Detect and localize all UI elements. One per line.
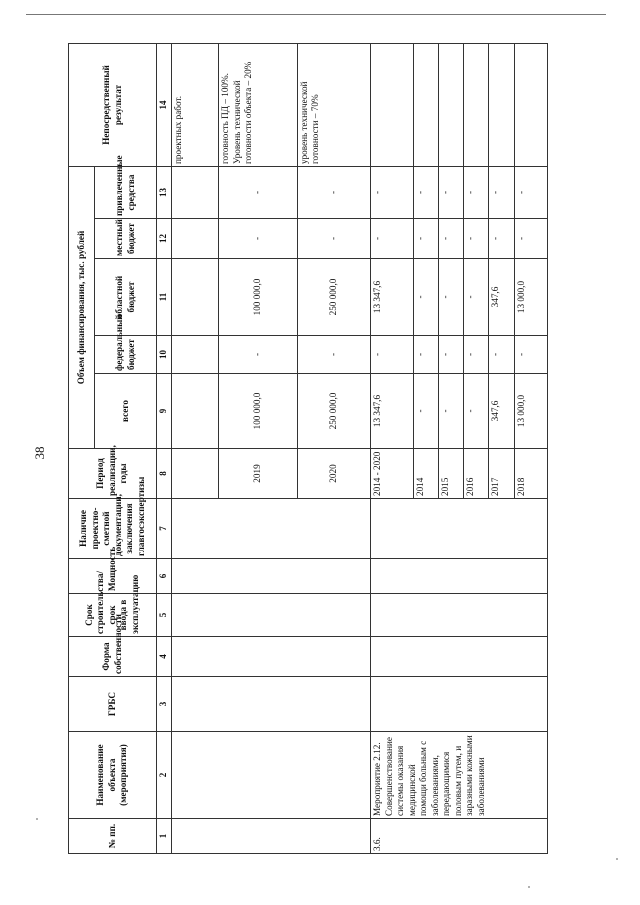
cell-result bbox=[488, 44, 514, 167]
top-rule bbox=[26, 14, 606, 15]
header-num: № пп. bbox=[69, 819, 157, 854]
cell-federal: - bbox=[438, 336, 463, 374]
rotated-table-container bbox=[68, 44, 548, 854]
cell-total: 13 000,0 bbox=[514, 374, 547, 449]
col-number: 3 bbox=[157, 677, 172, 732]
cell-total: 347,6 bbox=[488, 374, 514, 449]
header-result: Непосредственный результат bbox=[69, 44, 157, 167]
scan-speck bbox=[528, 886, 530, 888]
header-federal: федеральный бюджет bbox=[95, 336, 157, 374]
cell-regional: - bbox=[413, 259, 438, 336]
cell-result: уровень технической готовности – 70% bbox=[297, 44, 371, 167]
cell-docs bbox=[172, 499, 371, 559]
header-funding: Объем финансирования, тыс. рублей bbox=[69, 167, 95, 449]
col-number: 8 bbox=[157, 449, 172, 499]
cell-result: проектных работ. bbox=[172, 44, 219, 167]
cell-total: 13 347,6 bbox=[371, 374, 414, 449]
cell-period bbox=[172, 449, 219, 499]
cell-regional bbox=[172, 259, 219, 336]
cell-local: - bbox=[488, 219, 514, 259]
col-number: 1 bbox=[157, 819, 172, 854]
cell-term bbox=[172, 594, 371, 637]
header-docs: Наличие проектно-сметной документации, заключения главгосэкспертизы bbox=[69, 499, 157, 559]
cell-period: 2018 bbox=[514, 449, 547, 499]
cell-local: - bbox=[438, 219, 463, 259]
cell-federal: - bbox=[297, 336, 371, 374]
cell-local bbox=[172, 219, 219, 259]
cell-regional: 347,6 bbox=[488, 259, 514, 336]
cell-total: 250 000,0 bbox=[297, 374, 371, 449]
cell-federal: - bbox=[413, 336, 438, 374]
cell-period: 2015 bbox=[438, 449, 463, 499]
cell-local: - bbox=[514, 219, 547, 259]
cell-local: - bbox=[413, 219, 438, 259]
header-name: Наименование объекта (мероприятия) bbox=[69, 732, 157, 819]
col-number: 14 bbox=[157, 44, 172, 167]
cell-grbs bbox=[371, 677, 548, 732]
cell-federal: - bbox=[219, 336, 297, 374]
cell-federal: - bbox=[371, 336, 414, 374]
header-total: всего bbox=[95, 374, 157, 449]
page-number: 38 bbox=[32, 446, 47, 460]
cell-local: - bbox=[219, 219, 297, 259]
cell-result bbox=[371, 44, 414, 167]
col-number: 13 bbox=[157, 167, 172, 219]
cell-total: - bbox=[413, 374, 438, 449]
cell-regional: 250 000,0 bbox=[297, 259, 371, 336]
cell-num: 3.6. bbox=[371, 819, 548, 854]
col-number: 7 bbox=[157, 499, 172, 559]
cell-attracted: - bbox=[219, 167, 297, 219]
cell-result bbox=[413, 44, 438, 167]
header-term: Срок строительства/срок ввода в эксплуатацию bbox=[69, 594, 157, 637]
cell-attracted: - bbox=[438, 167, 463, 219]
cell-federal bbox=[172, 336, 219, 374]
col-number: 11 bbox=[157, 259, 172, 336]
cell-result bbox=[438, 44, 463, 167]
cell-attracted: - bbox=[297, 167, 371, 219]
cell-name: Мероприятие 2.12. Совершенствование системы оказания медицинской помощи больным с заболеваниями, передающимися половым путем, и заразными кожными заболеваниями bbox=[371, 732, 548, 819]
cell-attracted: - bbox=[488, 167, 514, 219]
col-number: 6 bbox=[157, 559, 172, 594]
col-number: 5 bbox=[157, 594, 172, 637]
cell-name bbox=[172, 732, 371, 819]
column-number-row bbox=[157, 44, 172, 854]
cell-ownership bbox=[371, 637, 548, 677]
table-row bbox=[371, 44, 414, 854]
cell-capacity bbox=[371, 559, 548, 594]
scan-speck bbox=[616, 858, 618, 860]
cell-total: - bbox=[438, 374, 463, 449]
cell-ownership bbox=[172, 637, 371, 677]
cell-regional: 13 000,0 bbox=[514, 259, 547, 336]
funding-table bbox=[68, 43, 548, 854]
cell-term bbox=[371, 594, 548, 637]
header-local: местный бюджет bbox=[95, 219, 157, 259]
cell-federal: - bbox=[488, 336, 514, 374]
cell-total: - bbox=[463, 374, 488, 449]
cell-period: 2016 bbox=[463, 449, 488, 499]
cell-grbs bbox=[172, 677, 371, 732]
cell-period: 2014 bbox=[413, 449, 438, 499]
cell-period: 2020 bbox=[297, 449, 371, 499]
header-regional: областной бюджет bbox=[95, 259, 157, 336]
col-number: 4 bbox=[157, 637, 172, 677]
col-number: 9 bbox=[157, 374, 172, 449]
cell-regional: - bbox=[463, 259, 488, 336]
cell-attracted: - bbox=[514, 167, 547, 219]
cell-local: - bbox=[297, 219, 371, 259]
cell-period: 2019 bbox=[219, 449, 297, 499]
cell-period: 2014 - 2020 bbox=[371, 449, 414, 499]
cell-result bbox=[514, 44, 547, 167]
cell-local: - bbox=[371, 219, 414, 259]
cell-regional: - bbox=[438, 259, 463, 336]
cell-attracted: - bbox=[413, 167, 438, 219]
cell-total bbox=[172, 374, 219, 449]
cell-attracted bbox=[172, 167, 219, 219]
cell-attracted: - bbox=[463, 167, 488, 219]
header-grbs: ГРБС bbox=[69, 677, 157, 732]
cell-regional: 100 000,0 bbox=[219, 259, 297, 336]
cell-num bbox=[172, 819, 371, 854]
cell-capacity bbox=[172, 559, 371, 594]
header-capacity: Мощность bbox=[69, 559, 157, 594]
header-ownership: Форма собственности bbox=[69, 637, 157, 677]
header-period: Период реализации, годы bbox=[69, 449, 157, 499]
col-number: 12 bbox=[157, 219, 172, 259]
cell-attracted: - bbox=[371, 167, 414, 219]
cell-result: готовность ПД – 100%. Уровень технической готовности объекта – 20% bbox=[219, 44, 297, 167]
cell-regional: 13 347,6 bbox=[371, 259, 414, 336]
col-number: 2 bbox=[157, 732, 172, 819]
cell-federal: - bbox=[463, 336, 488, 374]
cell-total: 100 000,0 bbox=[219, 374, 297, 449]
cell-federal: - bbox=[514, 336, 547, 374]
header-attracted: привлеченные средства bbox=[95, 167, 157, 219]
cell-result bbox=[463, 44, 488, 167]
table-row bbox=[172, 44, 219, 854]
cell-period: 2017 bbox=[488, 449, 514, 499]
scan-speck bbox=[36, 818, 38, 820]
col-number: 10 bbox=[157, 336, 172, 374]
cell-local: - bbox=[463, 219, 488, 259]
cell-docs bbox=[371, 499, 548, 559]
